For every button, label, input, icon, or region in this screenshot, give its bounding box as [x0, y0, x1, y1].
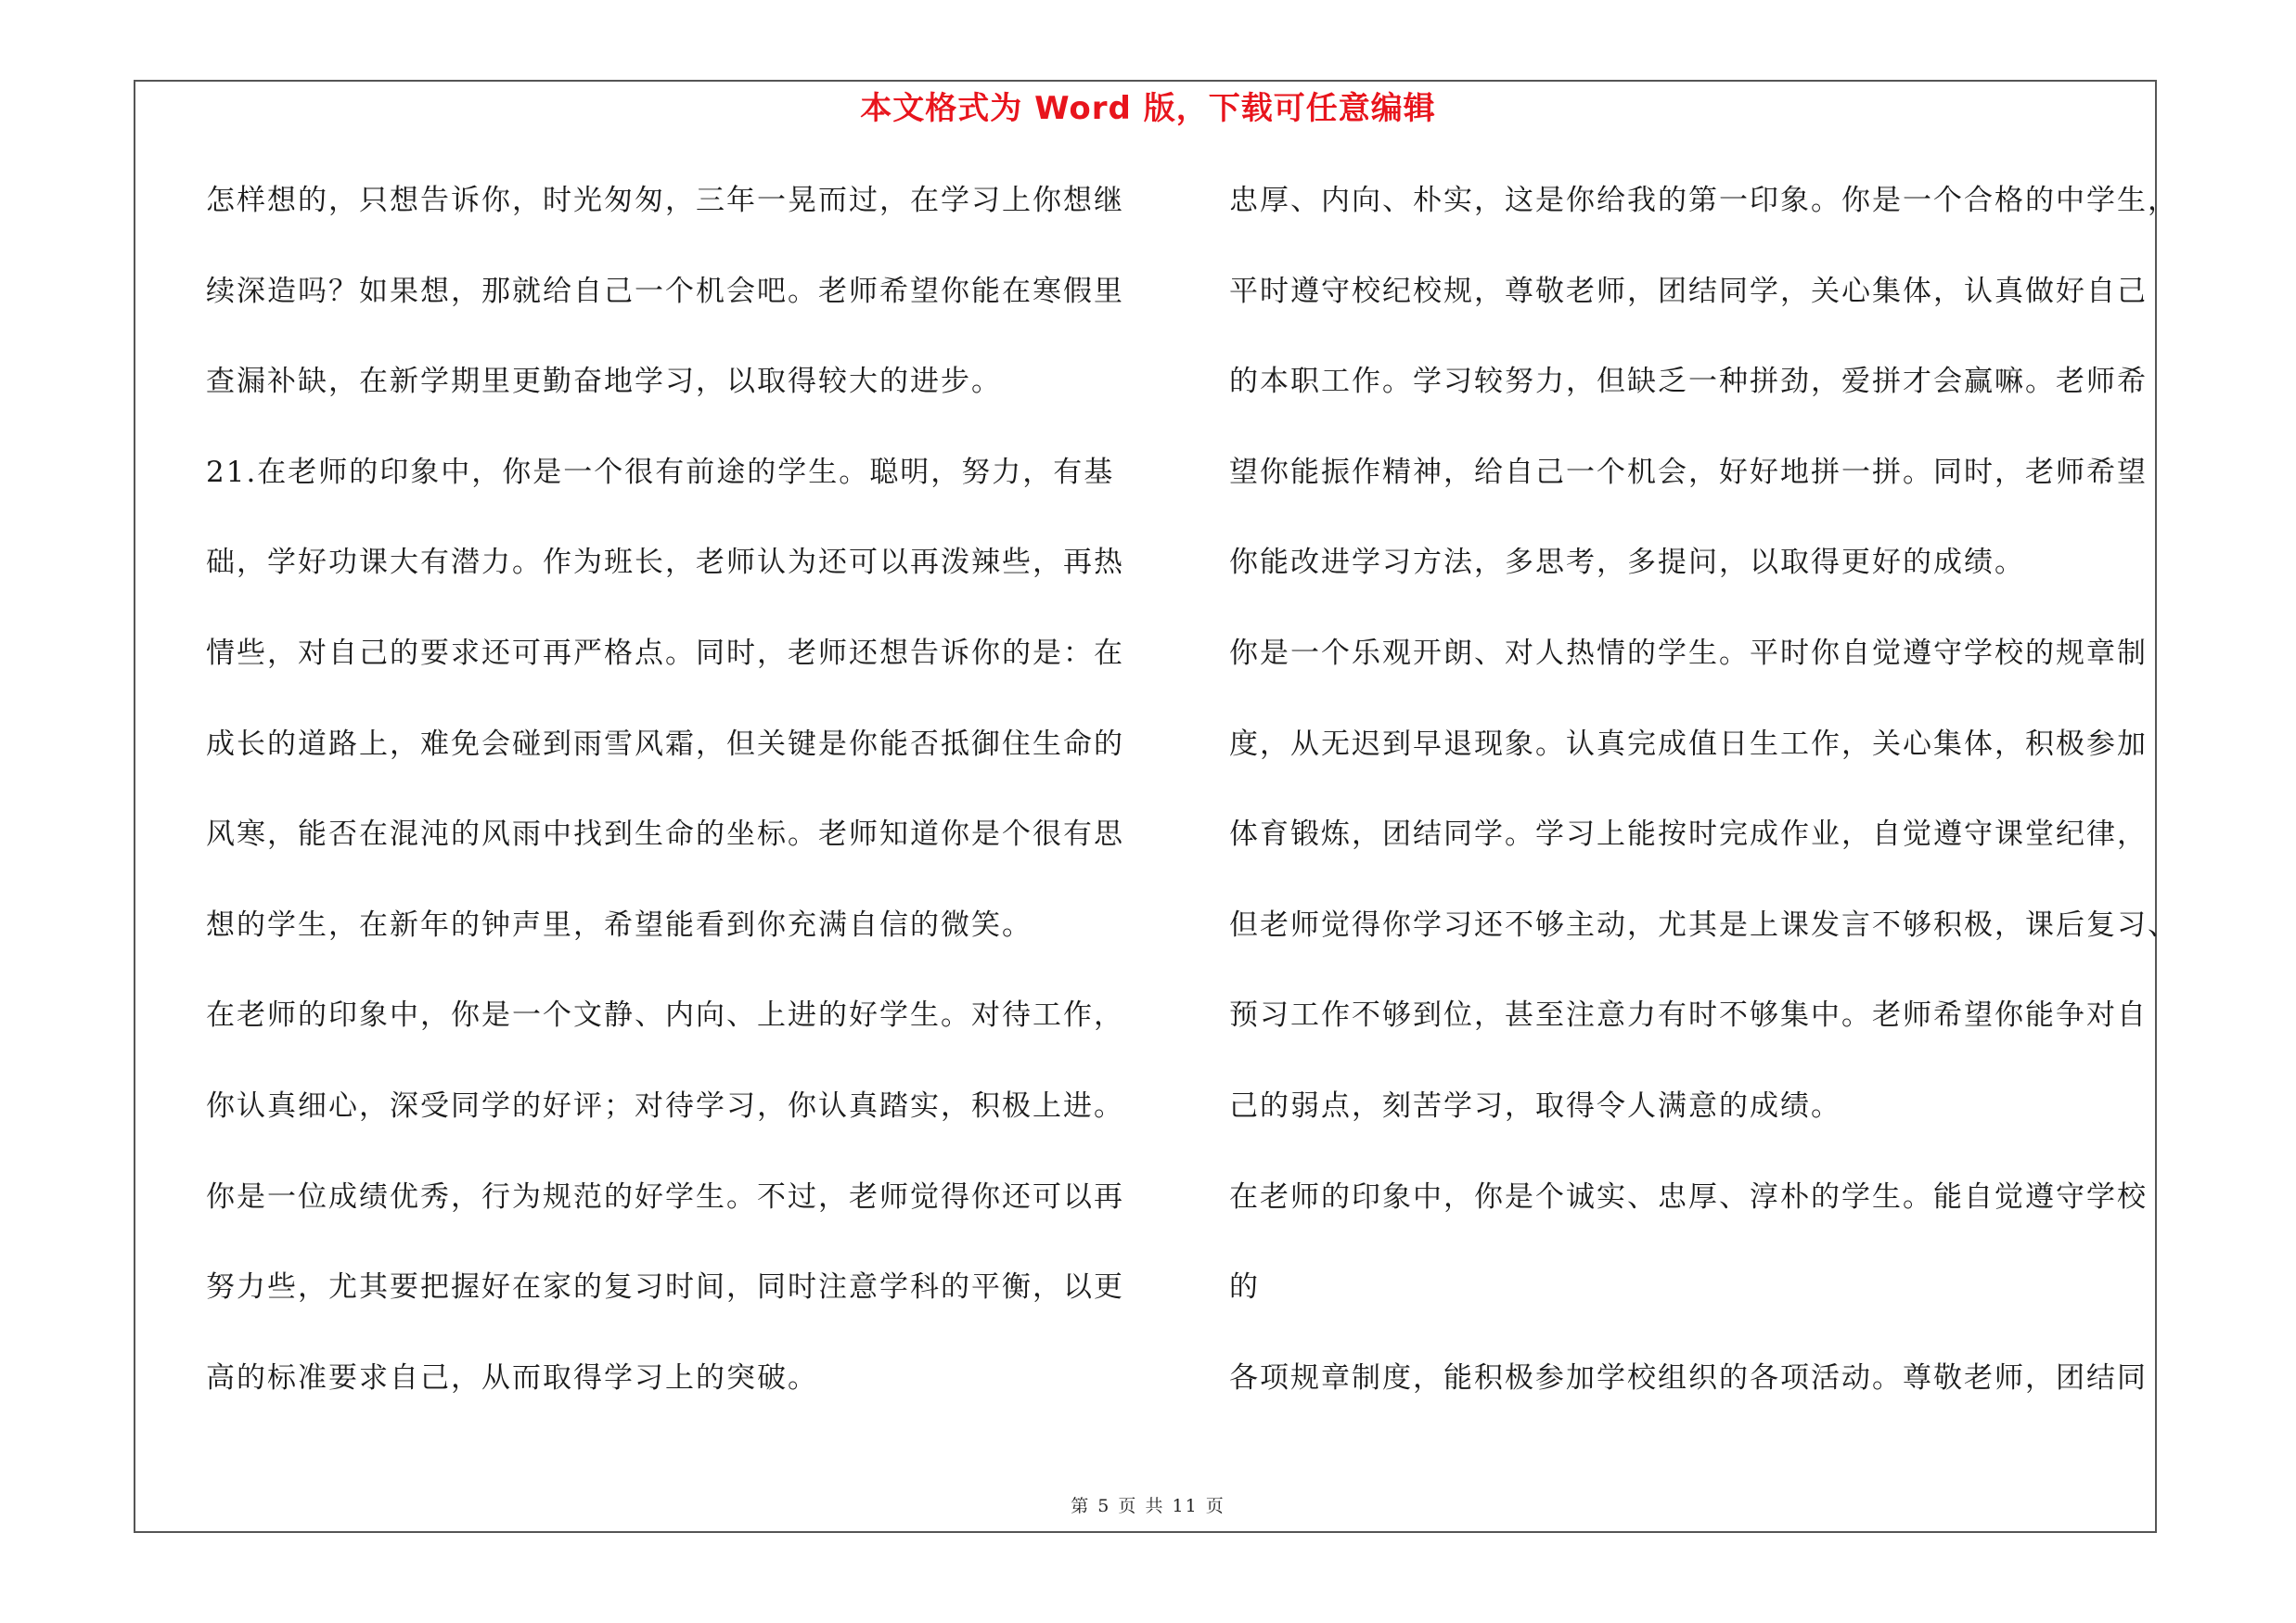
text-line: 体育锻炼，团结同学。学习上能按时完成作业，自觉遵守课堂纪律，: [1229, 818, 2148, 852]
text-line: 的本职工作。学习较努力，但缺乏一种拼劲，爱拼才会赢嘛。老师希: [1229, 365, 2148, 399]
text-line: 础，学好功课大有潜力。作为班长，老师认为还可以再泼辣些，再热: [206, 546, 1124, 580]
text-line: 情些，对自己的要求还可再严格点。同时，老师还想告诉你的是：在: [206, 636, 1124, 670]
text-line: 成长的道路上，难免会碰到雨雪风霜，但关键是你能否抵御住生命的: [206, 727, 1124, 761]
text-line: 努力些，尤其要把握好在家的复习时间，同时注意学科的平衡，以更: [206, 1270, 1124, 1305]
text-line: 想的学生，在新年的钟声里，希望能看到你充满自信的微笑。: [206, 908, 1033, 942]
text-line: 但老师觉得你学习还不够主动，尤其是上课发言不够积极，课后复习、: [1229, 908, 2178, 942]
text-line: 风寒，能否在混沌的风雨中找到生命的坐标。老师知道你是个很有思: [206, 818, 1124, 852]
text-line: 查漏补缺，在新学期里更勤奋地学习，以取得较大的进步。: [206, 365, 1002, 399]
current-page-number: 5: [1097, 1496, 1111, 1516]
text-line: 在老师的印象中，你是个诚实、忠厚、淳朴的学生。能自觉遵守学校: [1229, 1179, 2148, 1214]
total-page-count: 11: [1172, 1496, 1199, 1516]
page-unit: 页: [1118, 1496, 1138, 1516]
text-line: 你是一个乐观开朗、对人热情的学生。平时你自觉遵守学校的规章制: [1229, 636, 2148, 670]
text-column-right: [1229, 184, 2213, 1451]
text-line: 预习工作不够到位，甚至注意力有时不够集中。老师希望你能争对自: [1229, 998, 2148, 1033]
total-prefix: 共: [1145, 1496, 1165, 1516]
page-prefix: 第: [1071, 1496, 1091, 1516]
text-line: 你能改进学习方法，多思考，多提问，以取得更好的成绩。: [1229, 546, 2025, 580]
total-unit: 页: [1205, 1496, 1225, 1516]
text-line: 平时遵守校纪校规，尊敬老师，团结同学，关心集体，认真做好自己: [1229, 274, 2148, 308]
text-line: 你认真细心，深受同学的好评；对待学习，你认真踏实，积极上进。: [206, 1088, 1124, 1123]
text-column-left: [206, 184, 1189, 1451]
text-line: 在老师的印象中，你是一个文静、内向、上进的好学生。对待工作，: [206, 998, 1124, 1033]
text-line: 望你能振作精神，给自己一个机会，好好地拼一拼。同时，老师希望: [1229, 455, 2148, 489]
text-line: 21.在老师的印象中，你是一个很有前途的学生。聪明，努力，有基: [206, 455, 1115, 489]
document-banner: 本文格式为 Word 版，下载可任意编辑: [860, 90, 1436, 127]
text-line: 你是一位成绩优秀，行为规范的好学生。不过，老师觉得你还可以再: [206, 1179, 1124, 1214]
text-line: 的: [1229, 1270, 1260, 1305]
text-line: 各项规章制度，能积极参加学校组织的各项活动。尊敬老师，团结同: [1229, 1360, 2148, 1395]
page-footer: [0, 1492, 2296, 1517]
text-line: 高的标准要求自己，从而取得学习上的突破。: [206, 1360, 818, 1395]
text-line: 怎样想的，只想告诉你，时光匆匆，三年一晃而过，在学习上你想继: [206, 184, 1124, 217]
text-line: 己的弱点，刻苦学习，取得令人满意的成绩。: [1229, 1088, 1841, 1123]
text-line: 度，从无迟到早退现象。认真完成值日生工作，关心集体，积极参加: [1229, 727, 2148, 761]
text-line: 续深造吗？如果想，那就给自己一个机会吧。老师希望你能在寒假里: [206, 274, 1124, 308]
text-line: 忠厚、内向、朴实，这是你给我的第一印象。你是一个合格的中学生，: [1229, 184, 2178, 217]
